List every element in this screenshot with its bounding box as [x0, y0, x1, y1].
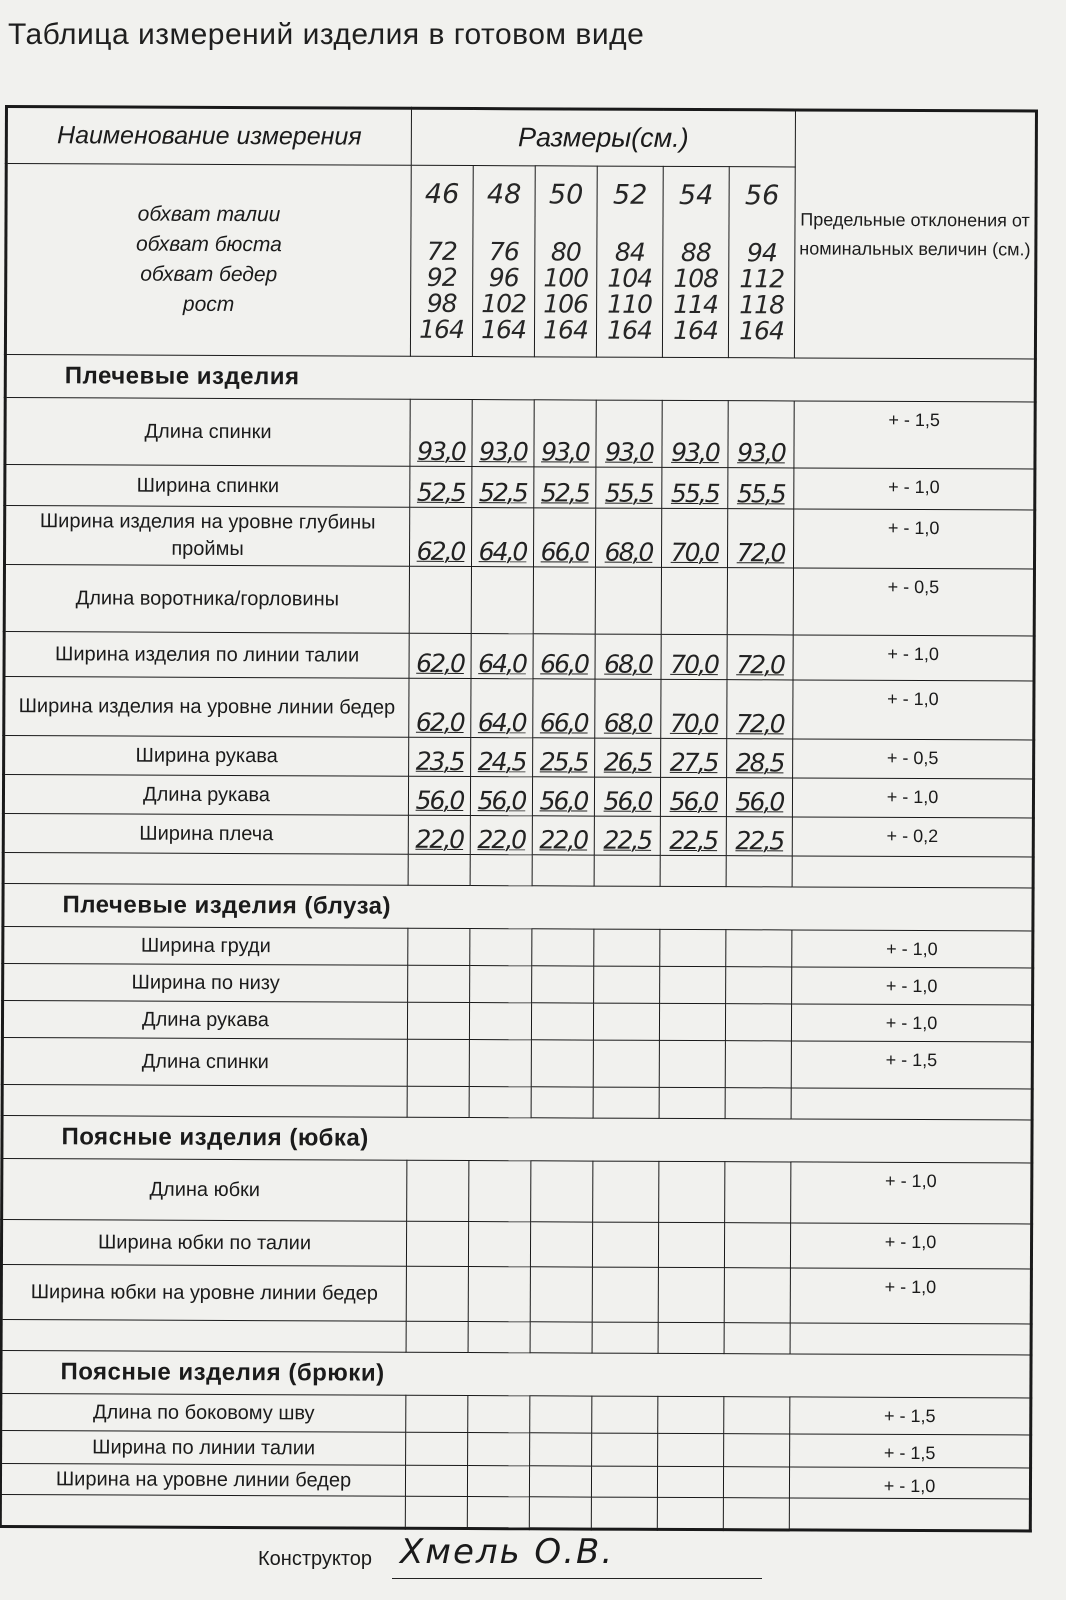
measurement-value: [407, 1039, 469, 1086]
tolerance-value: + - 1,0: [791, 1004, 1032, 1042]
tolerance-value: + - 1,0: [793, 635, 1034, 681]
measurement-value: [408, 928, 470, 965]
section-header-row: [3, 883, 1033, 930]
measurement-name: Длина по боковому шву: [1, 1393, 406, 1432]
header-row: [6, 107, 1036, 168]
section-header-row: [5, 355, 1035, 402]
measurement-value: 25,5: [533, 738, 595, 777]
measurement-value: [723, 1467, 789, 1498]
measurement-row: [4, 677, 1034, 740]
measurement-value: 72,0: [727, 509, 793, 568]
measurement-row: [1, 1264, 1031, 1323]
blank-cell: [790, 1323, 1031, 1355]
measurement-row: [2, 1037, 1032, 1088]
measurement-value: 66,0: [533, 679, 595, 738]
measurement-value: [661, 567, 727, 634]
measurement-value: [658, 1222, 724, 1267]
measurement-value: [408, 965, 470, 1002]
measurement-value: 24,5: [471, 738, 533, 777]
measurement-value: [533, 567, 595, 634]
measurement-value: 70,0: [661, 508, 727, 567]
body-parameters-cell: [5, 164, 411, 357]
measurement-value: [532, 929, 594, 966]
measurement-name: Ширина юбки на уровне линии бедер: [1, 1264, 406, 1321]
measurement-value: [470, 966, 532, 1003]
measurement-value: [405, 1465, 467, 1496]
measurement-value: [468, 1222, 530, 1267]
measurement-value: 72,0: [727, 635, 793, 680]
measurement-value: [406, 1266, 468, 1321]
measurement-name-header: Наименование измерения: [6, 107, 411, 166]
section-title: Поясные изделия (брюки): [1, 1350, 1031, 1397]
blank-cell: [789, 1498, 1030, 1531]
blank-cell: [660, 855, 726, 886]
tolerance-value: + - 0,5: [793, 739, 1034, 779]
size-column-46: [410, 165, 473, 356]
measurement-name: Ширина изделия на уровне линии бедер: [4, 677, 409, 738]
tolerance-value: + - 1,0: [792, 967, 1033, 1005]
tolerance-value: + - 0,2: [792, 817, 1033, 857]
measurement-value: 93,0: [596, 400, 662, 467]
size-parameter-value: 164: [543, 315, 588, 345]
blank-cell: [3, 852, 408, 885]
size-parameter-value: 76: [488, 237, 519, 267]
measurement-value: [531, 1161, 593, 1222]
measurement-row: [4, 736, 1034, 779]
measurement-row: [2, 1000, 1032, 1041]
size-parameter-value: 112: [739, 264, 785, 294]
measurement-value: [409, 566, 471, 633]
size-parameter-values: [535, 239, 596, 343]
size-parameter-value: 108: [673, 263, 719, 294]
measurement-name: Ширина плеча: [3, 813, 408, 854]
measurement-row: [1, 1430, 1031, 1467]
measurement-value: [530, 1222, 592, 1267]
size-parameter-value: 100: [543, 263, 589, 293]
measurement-value: 22,0: [470, 816, 532, 855]
measurement-value: [470, 929, 532, 966]
size-parameter-value: 92: [426, 262, 457, 292]
blank-cell: [659, 1087, 725, 1118]
measurement-value: [725, 1004, 791, 1041]
measurement-value: [530, 1396, 592, 1433]
tolerance-value: + - 1,0: [794, 509, 1035, 569]
measurement-value: [726, 930, 792, 967]
measurement-value: 64,0: [471, 508, 533, 567]
measurement-value: 66,0: [533, 508, 595, 567]
blank-cell: [532, 855, 594, 886]
tolerance-value: + - 0,5: [793, 568, 1034, 636]
section-header-row: [1, 1350, 1031, 1397]
measurement-value: 70,0: [661, 679, 727, 738]
measurement-value: [592, 1433, 658, 1466]
measurement-row: [3, 813, 1033, 856]
param-label: обхват талии: [137, 202, 281, 227]
section-title: Плечевые изделия (блуза): [3, 883, 1033, 930]
measurement-value: [726, 967, 792, 1004]
blank-cell: [724, 1323, 790, 1354]
measurement-row: [3, 775, 1033, 818]
section-header-row: [2, 1115, 1032, 1162]
size-parameter-value: 72: [426, 236, 457, 266]
measurement-row: [3, 926, 1033, 967]
measurement-name: Ширина изделия на уровне глубины проймы: [4, 506, 409, 567]
measurement-name: Ширина рукава: [4, 736, 409, 777]
size-parameter-value: 80: [550, 237, 581, 267]
tolerance-value: + - 1,0: [790, 1268, 1031, 1324]
measurement-value: 52,5: [534, 467, 596, 508]
measurement-row: [3, 963, 1033, 1004]
blank-cell: [2, 1084, 407, 1117]
measurement-value: [593, 1003, 659, 1040]
measurement-value: 56,0: [726, 778, 792, 817]
size-parameter-value: 114: [673, 289, 719, 320]
document-title: Таблица измерений изделия в готовом виде: [8, 18, 645, 51]
measurement-value: 70,0: [661, 634, 727, 679]
size-column-56: [728, 167, 795, 358]
measurement-row: [5, 465, 1035, 510]
measurement-value: [530, 1433, 592, 1466]
measurement-row: [1, 1393, 1031, 1434]
tolerance-value: + - 1,0: [792, 778, 1033, 818]
size-column-50: [534, 166, 597, 357]
constructor-label: Конструктор: [258, 1548, 373, 1570]
measurement-value: [594, 966, 660, 1003]
measurement-value: [469, 1003, 531, 1040]
measurement-value: 62,0: [409, 678, 471, 737]
section-title: Плечевые изделия: [5, 355, 1035, 402]
section-title: Поясные изделия (юбка): [2, 1115, 1032, 1162]
measurement-value: [592, 1222, 658, 1267]
measurement-value: [591, 1466, 657, 1497]
measurement-value: 56,0: [594, 777, 660, 816]
size-parameter-values: [663, 237, 728, 346]
blank-cell: [470, 855, 532, 886]
measurement-value: [471, 567, 533, 634]
size-parameter-value: 94: [746, 238, 777, 268]
measurement-row: [2, 1158, 1032, 1223]
measurement-value: 22,0: [532, 816, 594, 855]
blank-cell: [468, 1322, 530, 1353]
measurement-value: 56,0: [660, 777, 726, 816]
blank-cell: [791, 1088, 1032, 1120]
measurement-value: 22,5: [594, 816, 660, 855]
blank-cell: [530, 1322, 592, 1353]
measurement-value: 26,5: [595, 738, 661, 777]
measurement-value: [407, 1160, 469, 1221]
measurement-name: Длина спинки: [2, 1037, 407, 1086]
blank-cell: [405, 1496, 467, 1528]
size-column-48: [472, 166, 535, 357]
measurement-name: Длина воротника/горловины: [4, 565, 409, 634]
size-parameter-value: 164: [673, 315, 718, 346]
measurement-value: 27,5: [661, 738, 727, 777]
blank-row: [0, 1494, 1030, 1530]
size-column-54: [662, 166, 729, 357]
tolerance-value: + - 1,0: [792, 930, 1033, 968]
measurement-value: [660, 929, 726, 966]
measurement-value: 64,0: [471, 679, 533, 738]
blank-cell: [723, 1498, 789, 1530]
measurement-value: [595, 567, 661, 634]
measurement-value: [406, 1221, 468, 1266]
measurement-name: Ширина по низу: [3, 963, 408, 1002]
measurement-value: [530, 1267, 592, 1322]
size-parameter-values: [473, 239, 534, 343]
measurement-value: 93,0: [534, 400, 596, 467]
tolerance-value: + - 1,0: [789, 1467, 1030, 1499]
measurement-row: [4, 565, 1034, 636]
measurement-name: Ширина изделия по линии талии: [4, 632, 409, 679]
param-label: рост: [182, 292, 235, 317]
measurement-value: [657, 1466, 723, 1497]
measurement-value: 22,5: [726, 817, 792, 856]
measurement-value: 68,0: [595, 679, 661, 738]
measurement-value: [724, 1434, 790, 1467]
tolerance-value: + - 1,0: [793, 680, 1034, 740]
blank-cell: [591, 1497, 657, 1529]
measurement-table: [0, 105, 1038, 1532]
param-label: обхват бедер: [140, 262, 278, 287]
blank-cell: [407, 1086, 469, 1117]
measurement-value: [659, 1040, 725, 1087]
measurement-value: [593, 1161, 659, 1222]
measurement-row: [0, 1463, 1030, 1498]
size-number: 52: [612, 179, 648, 211]
measurement-row: [4, 506, 1034, 569]
measurement-value: [532, 966, 594, 1003]
measurement-value: [406, 1432, 468, 1465]
measurement-value: [658, 1396, 724, 1433]
size-number: 48: [486, 179, 522, 211]
measurement-value: 55,5: [596, 467, 662, 508]
blank-cell: [467, 1497, 529, 1529]
tolerance-value: + - 1,0: [790, 1223, 1031, 1269]
size-parameter-values: [597, 237, 662, 345]
measurement-value: [592, 1267, 658, 1322]
measurement-value: [469, 1040, 531, 1087]
measurement-value: 62,0: [409, 507, 471, 566]
measurement-value: 93,0: [728, 401, 794, 468]
measurement-value: [659, 1003, 725, 1040]
measurement-value: 56,0: [532, 777, 594, 816]
size-parameter-value: 106: [543, 289, 589, 319]
measurement-value: [592, 1396, 658, 1433]
measurement-value: [660, 966, 726, 1003]
blank-cell: [725, 1088, 791, 1119]
measurement-value: [468, 1396, 530, 1433]
size-number: 56: [744, 180, 780, 212]
blank-cell: [792, 856, 1033, 888]
measurement-value: [724, 1397, 790, 1434]
size-parameter-value: 110: [607, 289, 653, 319]
size-parameter-value: 98: [426, 288, 457, 318]
measurement-value: 56,0: [470, 777, 532, 816]
size-parameter-value: 102: [481, 289, 527, 319]
blank-row: [3, 852, 1033, 887]
measurement-value: 62,0: [409, 633, 471, 678]
measurement-value: [407, 1002, 469, 1039]
measurement-value: [531, 1003, 593, 1040]
measurement-value: [531, 1040, 593, 1087]
tolerance-value: + - 1,5: [791, 1041, 1032, 1089]
blank-cell: [1, 1319, 406, 1352]
size-parameter-values: [411, 236, 472, 345]
measurement-name: Ширина юбки по талии: [1, 1219, 406, 1266]
measurement-value: [725, 1162, 791, 1223]
size-parameter-value: 164: [481, 315, 526, 345]
blank-cell: [657, 1497, 723, 1529]
blank-cell: [408, 854, 470, 885]
blank-cell: [531, 1087, 593, 1118]
measurement-value: [727, 568, 793, 635]
measurement-value: 52,5: [410, 466, 472, 507]
tolerance-header: Предельные отклонения от номинальных величин (см.): [794, 110, 1036, 359]
measurement-value: [468, 1267, 530, 1322]
measurement-name: Ширина на уровне линии бедер: [0, 1463, 405, 1496]
measurement-value: [659, 1161, 725, 1222]
measurement-row: [5, 398, 1035, 469]
measurement-value: [658, 1433, 724, 1466]
size-parameter-value: 88: [680, 237, 711, 268]
measurement-name: Ширина по линии талии: [1, 1430, 406, 1465]
blank-cell: [0, 1494, 405, 1528]
measurement-row: [1, 1219, 1031, 1268]
measurement-value: 68,0: [595, 508, 661, 567]
size-parameter-value: 96: [488, 263, 519, 293]
measurement-value: [593, 1040, 659, 1087]
measurement-name: Длина юбки: [2, 1158, 407, 1221]
measurement-name: Ширина груди: [3, 926, 408, 965]
size-parameter-values: [729, 240, 794, 344]
size-parameter-value: 118: [739, 290, 785, 320]
blank-cell: [726, 856, 792, 887]
blank-cell: [469, 1087, 531, 1118]
blank-row: [1, 1319, 1031, 1354]
param-label: обхват бюста: [135, 232, 282, 257]
measurement-value: 52,5: [472, 467, 534, 508]
measurement-value: [724, 1223, 790, 1268]
tolerance-value: + - 1,5: [790, 1397, 1031, 1435]
measurement-value: 28,5: [727, 739, 793, 778]
tolerance-value: + - 1,5: [790, 1434, 1031, 1468]
measurement-value: 68,0: [595, 634, 661, 679]
measurement-value: 22,5: [660, 816, 726, 855]
tolerance-value: + - 1,0: [794, 468, 1035, 510]
tolerance-value: + - 1,5: [794, 401, 1035, 469]
measurement-name: Длина спинки: [5, 398, 410, 467]
blank-cell: [593, 1087, 659, 1118]
measurement-value: 66,0: [533, 634, 595, 679]
measurement-value: 93,0: [662, 400, 728, 467]
size-parameter-value: 164: [739, 316, 784, 346]
blank-cell: [529, 1497, 591, 1529]
measurement-value: 22,0: [408, 815, 470, 854]
blank-cell: [594, 855, 660, 886]
size-column-52: [596, 166, 663, 357]
measurement-value: [406, 1395, 468, 1432]
size-number: 50: [548, 179, 584, 211]
measurement-value: [594, 929, 660, 966]
blank-cell: [406, 1321, 468, 1352]
size-number: 46: [424, 178, 460, 210]
measurement-value: 72,0: [727, 680, 793, 739]
measurement-value: [467, 1466, 529, 1497]
blank-cell: [658, 1322, 724, 1353]
measurement-value: 64,0: [471, 634, 533, 679]
measurement-row: [4, 632, 1034, 681]
measurement-name: Длина рукава: [3, 775, 408, 816]
measurement-value: [724, 1268, 790, 1323]
measurement-value: 55,5: [728, 468, 794, 509]
size-parameter-value: 104: [607, 263, 653, 293]
tolerance-value: + - 1,0: [791, 1162, 1032, 1224]
size-parameter-value: 164: [419, 314, 464, 345]
measurement-value: [529, 1466, 591, 1497]
signature-line: [392, 1578, 762, 1579]
measurement-name: Длина рукава: [2, 1000, 407, 1039]
blank-cell: [592, 1322, 658, 1353]
blank-row: [2, 1084, 1032, 1119]
size-number: 54: [678, 179, 714, 212]
measurement-value: 93,0: [410, 399, 472, 466]
measurement-value: 93,0: [472, 400, 534, 467]
sizes-header: Размеры(см.): [411, 108, 795, 167]
measurement-value: [469, 1161, 531, 1222]
size-parameter-value: 84: [614, 237, 645, 267]
measurement-value: 55,5: [662, 467, 728, 508]
measurement-value: [468, 1433, 530, 1466]
constructor-signature: Хмель О.В.: [400, 1532, 615, 1572]
size-parameter-value: 164: [607, 315, 652, 345]
measurement-value: 23,5: [409, 737, 471, 776]
measurement-value: [725, 1041, 791, 1088]
measurement-name: Ширина спинки: [5, 465, 410, 508]
measurement-value: 56,0: [408, 776, 470, 815]
measurement-value: [658, 1267, 724, 1322]
